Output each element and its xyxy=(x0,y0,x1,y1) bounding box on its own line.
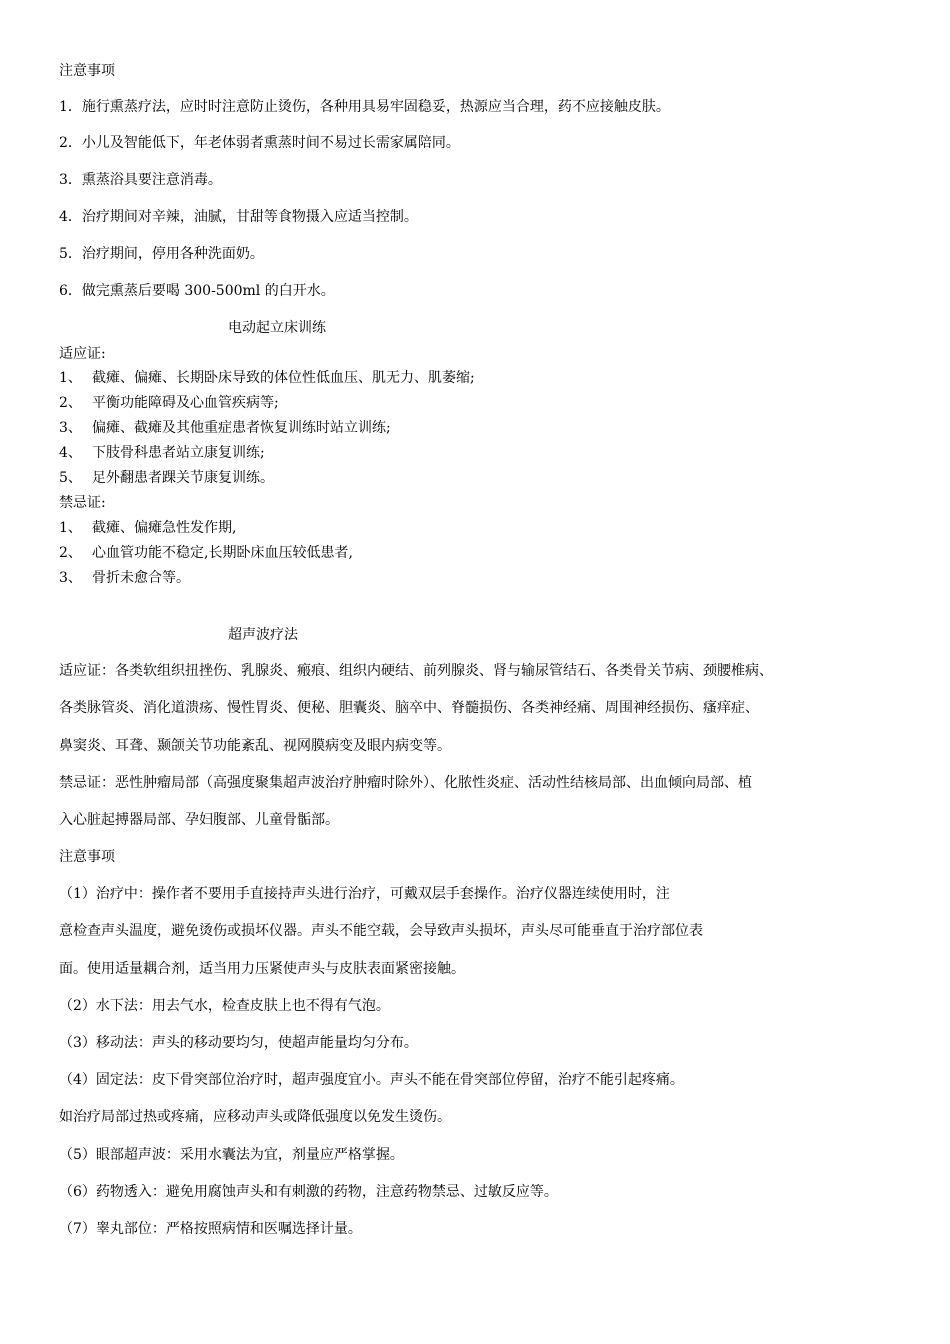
item-text: 截瘫、偏瘫急性发作期, xyxy=(92,520,237,536)
ultrasound-note-line: （3）移动法：声头的移动要均匀，使超声能量均匀分布。 xyxy=(59,1035,418,1051)
item-number: 2、 xyxy=(59,395,82,411)
ultrasound-indications-line: 各类脉管炎、消化道溃疡、慢性胃炎、便秘、胆囊炎、脑卒中、脊髓损伤、各类神经痛、周围神经损伤、瘙痒症、 xyxy=(59,700,759,716)
standing-bed-indication-item xyxy=(59,418,391,438)
fumigation-note-item: 6．做完熏蒸后要喝 300-500ml 的白开水。 xyxy=(59,283,335,299)
ultrasound-note-line: 面。使用适量耦合剂，适当用力压紧使声头与皮肤表面紧密接触。 xyxy=(59,961,465,977)
item-text: 偏瘫、截瘫及其他重症患者恢复训练时站立训练; xyxy=(92,420,391,436)
standing-bed-title: 电动起立床训练 xyxy=(228,320,326,336)
fumigation-note-item: 5．治疗期间，停用各种洗面奶。 xyxy=(59,246,264,262)
item-number: 2、 xyxy=(59,545,82,561)
item-text: 骨折未愈合等。 xyxy=(92,570,190,586)
ultrasound-note-line: （4）固定法：皮下骨突部位治疗时，超声强度宜小。声头不能在骨突部位停留，治疗不能引起疼痛。 xyxy=(59,1072,684,1088)
fumigation-note-item: 2．小儿及智能低下，年老体弱者熏蒸时间不易过长需家属陪同。 xyxy=(59,135,460,151)
item-number: 1、 xyxy=(59,520,82,536)
item-text: 心血管功能不稳定,长期卧床血压较低患者, xyxy=(92,545,353,561)
item-number: 4、 xyxy=(59,445,82,461)
item-text: 足外翻患者踝关节康复训练。 xyxy=(92,470,274,486)
item-text: 下肢骨科患者站立康复训练; xyxy=(92,445,265,461)
item-number: 3、 xyxy=(59,420,82,436)
standing-bed-indication-item xyxy=(59,368,475,388)
ultrasound-note-line: （5）眼部超声波：采用水囊法为宜，剂量应严格掌握。 xyxy=(59,1147,404,1163)
fumigation-note-item: 4．治疗期间对辛辣，油腻，甘甜等食物摄入应适当控制。 xyxy=(59,209,418,225)
item-text: 平衡功能障碍及心血管疾病等; xyxy=(92,395,279,411)
standing-bed-indication-item xyxy=(59,468,274,488)
ultrasound-contraindications-line: 入心脏起搏器局部、孕妇腹部、儿童骨骺部。 xyxy=(59,812,339,828)
standing-bed-indication-item xyxy=(59,393,279,413)
fumigation-note-item: 3．熏蒸浴具要注意消毒。 xyxy=(59,172,222,188)
ultrasound-notes-heading: 注意事项 xyxy=(59,849,115,865)
standing-bed-contraindication-item xyxy=(59,518,236,538)
standing-bed-contraindication-item xyxy=(59,568,190,588)
standing-bed-indication-item xyxy=(59,443,265,463)
item-number: 3、 xyxy=(59,570,82,586)
ultrasound-title: 超声波疗法 xyxy=(228,627,298,643)
fumigation-notes-heading: 注意事项 xyxy=(59,63,115,79)
ultrasound-indications-line: 适应证：各类软组织扭挫伤、乳腺炎、瘢痕、组织内硬结、前列腺炎、肾与输尿管结石、各类骨关节病、颈腰椎病、 xyxy=(59,663,773,679)
item-number: 5、 xyxy=(59,470,82,486)
ultrasound-contraindications-line: 禁忌证：恶性肿瘤局部（高强度聚集超声波治疗肿瘤时除外）、化脓性炎症、活动性结核局部、出血倾向局部、植 xyxy=(59,775,752,791)
ultrasound-note-line: （7）睾丸部位：严格按照病情和医嘱选择计量。 xyxy=(59,1221,362,1237)
standing-bed-indications-label: 适应证: xyxy=(59,346,106,362)
ultrasound-note-line: （1）治疗中：操作者不要用手直接持声头进行治疗，可戴双层手套操作。治疗仪器连续使用时，注 xyxy=(59,886,670,902)
ultrasound-note-line: 如治疗局部过热或疼痛，应移动声头或降低强度以免发生烫伤。 xyxy=(59,1109,451,1125)
ultrasound-indications-line: 鼻窦炎、耳聋、颞颌关节功能紊乱、视网膜病变及眼内病变等。 xyxy=(59,738,451,754)
fumigation-note-item: 1．施行熏蒸疗法，应时时注意防止烫伤，各种用具易牢固稳妥，热源应当合理，药不应接触皮肤。 xyxy=(59,99,670,115)
ultrasound-note-line: （2）水下法：用去气水，检查皮肤上也不得有气泡。 xyxy=(59,998,390,1014)
item-number: 1、 xyxy=(59,370,82,386)
item-text: 截瘫、偏瘫、长期卧床导致的体位性低血压、肌无力、肌萎缩; xyxy=(92,370,475,386)
ultrasound-note-line: 意检查声头温度，避免烫伤或损坏仪器。声头不能空载，会导致声头损坏，声头尽可能垂直于治疗部位表 xyxy=(59,923,703,939)
standing-bed-contraindication-item xyxy=(59,543,353,563)
standing-bed-contraindications-label: 禁忌证: xyxy=(59,495,106,511)
ultrasound-note-line: （6）药物透入：避免用腐蚀声头和有刺激的药物，注意药物禁忌、过敏反应等。 xyxy=(59,1184,558,1200)
